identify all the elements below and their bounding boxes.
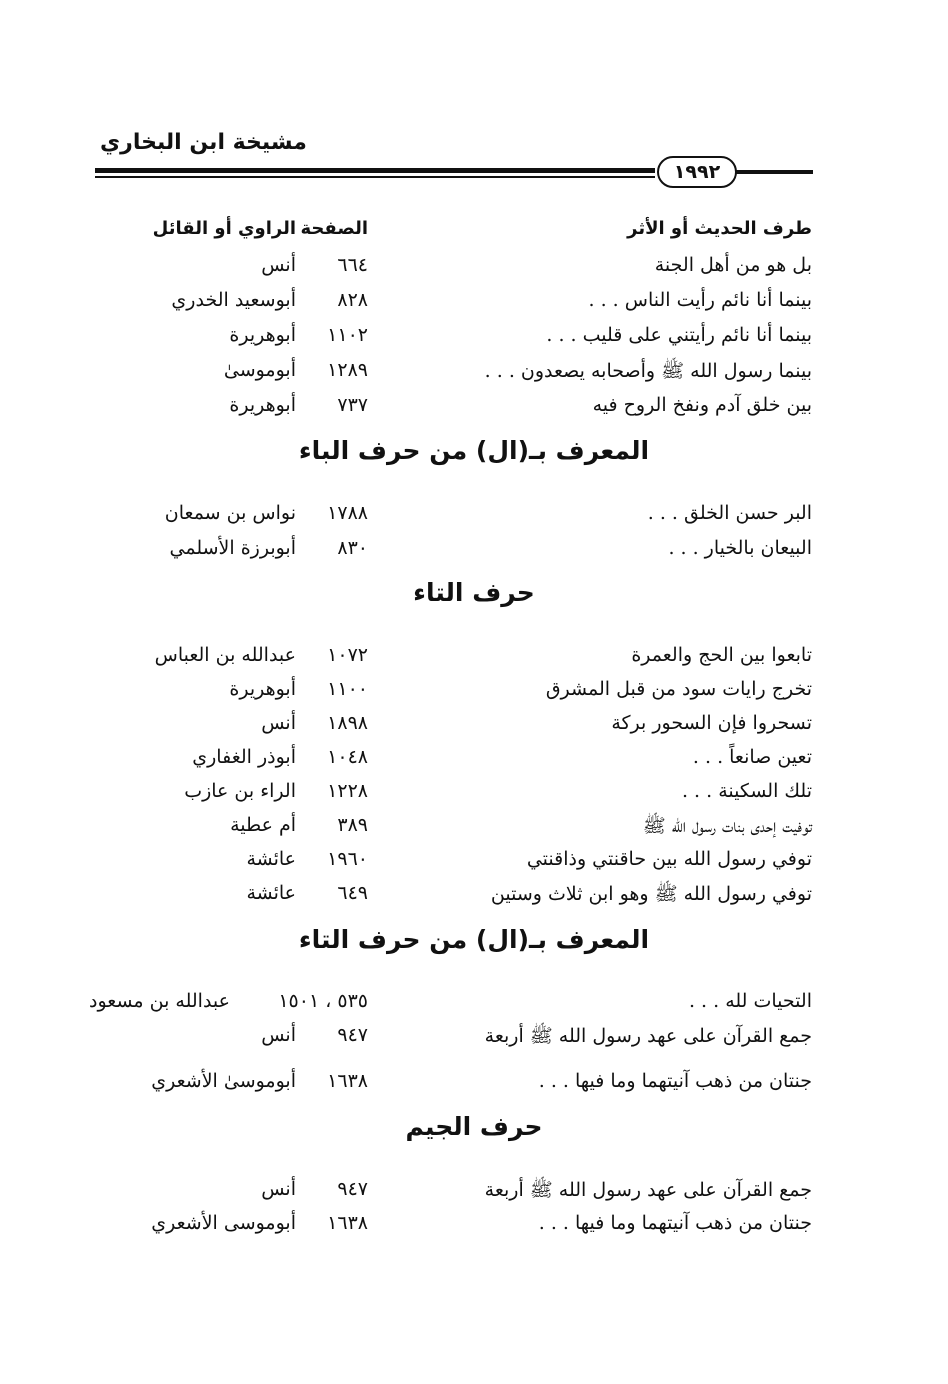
page-ref: ١٠٤٨ (327, 746, 368, 768)
hadith-text: توفي رسول الله ﷺ وهو ابن ثلاث وستين (490, 883, 812, 905)
column-header-narrator: الراوي أو القائل (152, 218, 296, 239)
index-row (0, 882, 948, 916)
page-ref: ٥٣٥ ، ١٥٠١ (278, 990, 368, 1012)
hadith-text: جنتان من ذهب آنيتهما وما فيها . . . (538, 1070, 812, 1092)
narrator: أم عطية (230, 814, 296, 836)
hadith-text: توفي رسول الله بين حاقنتي وذاقنتي (526, 848, 812, 870)
hadith-text: بين خلق آدم ونفخ الروح فيه (592, 394, 812, 416)
narrator: عبدالله بن العباس (154, 644, 296, 666)
index-row (0, 289, 948, 323)
hadith-text: بينما أنا نائم رأيتني على قليب . . . (546, 324, 812, 346)
index-row (0, 814, 948, 848)
page-ref: ١٠٧٢ (327, 644, 368, 666)
index-row (0, 537, 948, 571)
hadith-text: بينما رسول الله ﷺ وأصحابه يصعدون . . . (484, 360, 812, 382)
page-ref: ٨٣٠ (337, 537, 368, 559)
hadith-text: تسحروا فإن السحور بركة (611, 712, 812, 734)
narrator: أنس (261, 712, 296, 734)
narrator: عبدالله بن مسعود (89, 990, 230, 1012)
narrator: الراء بن عازب (184, 780, 296, 802)
index-row (0, 1212, 948, 1246)
narrator: نواس بن سمعان (164, 502, 296, 524)
index-row (0, 1024, 948, 1058)
header-rule-thick (95, 168, 655, 173)
page-ref: ٩٤٧ (337, 1178, 368, 1200)
index-row (0, 324, 948, 358)
narrator: أنس (261, 1178, 296, 1200)
index-row (0, 644, 948, 678)
section-heading-b-al: المعرف بـ(ال) من حرف الباء (298, 436, 650, 465)
index-row (0, 780, 948, 814)
hadith-text: بل هو من أهل الجنة (654, 254, 812, 276)
narrator: أبوهريرة (229, 394, 296, 416)
index-row (0, 746, 948, 780)
page-ref: ٨٢٨ (337, 289, 368, 311)
page-ref: ٧٣٧ (337, 394, 368, 416)
page-ref: ١١٠٠ (327, 678, 368, 700)
hadith-text: تخرج رايات سود من قبل المشرق (545, 678, 812, 700)
section-heading-t-al: المعرف بـ(ال) من حرف التاء (298, 925, 650, 954)
page-ref: ١٢٨٩ (327, 359, 368, 381)
hadith-text: تعين صانعاً . . . (692, 746, 812, 768)
page-ref: ١٦٣٨ (327, 1212, 368, 1234)
index-row (0, 359, 948, 393)
header-rule-right (735, 170, 813, 174)
page-ref: ١٢٢٨ (327, 780, 368, 802)
narrator: أنس (261, 1024, 296, 1046)
index-row (0, 1070, 948, 1104)
narrator: أبوموسىٰ (223, 359, 296, 381)
narrator: عائشة (246, 848, 296, 870)
narrator: أبوموسى الأشعري (151, 1212, 296, 1234)
page-ref: ٩٤٧ (337, 1024, 368, 1046)
narrator: أبوبرزة الأسلمي (169, 537, 296, 559)
header-rule-thin (95, 176, 655, 178)
narrator: أبوذر الغفاري (192, 746, 296, 768)
hadith-text: جمع القرآن على عهد رسول الله ﷺ أربعة (484, 1179, 812, 1201)
book-title: مشيخة ابن البخاري (100, 130, 307, 155)
index-row (0, 678, 948, 712)
index-row (0, 502, 948, 536)
hadith-text: جمع القرآن على عهد رسول الله ﷺ أربعة (484, 1025, 812, 1047)
hadith-text: تابعوا بين الحج والعمرة (631, 644, 812, 666)
page-ref: ١٨٩٨ (327, 712, 368, 734)
index-row (0, 1178, 948, 1212)
page-ref: ٣٨٩ (337, 814, 368, 836)
index-row (0, 254, 948, 288)
index-row (0, 394, 948, 428)
index-row (0, 848, 948, 882)
index-row (0, 990, 948, 1024)
narrator: أبوسعيد الخدري (171, 289, 296, 311)
page-ref: ١٦٣٨ (327, 1070, 368, 1092)
hadith-text: البر حسن الخلق . . . (647, 502, 812, 524)
hadith-text: البيعان بالخيار . . . (668, 537, 812, 559)
hadith-text: بينما أنا نائم رأيت الناس . . . (588, 289, 812, 311)
hadith-text: جنتان من ذهب آنيتهما وما فيها . . . (538, 1212, 812, 1234)
page-ref: ٦٦٤ (337, 254, 368, 276)
section-heading-t: حرف التاء (413, 578, 535, 607)
hadith-text: التحيات لله . . . (688, 990, 812, 1012)
narrator: أبوهريرة (229, 678, 296, 700)
page-number: ١٩٩٢ (657, 156, 737, 188)
narrator: أنس (261, 254, 296, 276)
index-row (0, 712, 948, 746)
narrator: أبوهريرة (229, 324, 296, 346)
section-heading-j: حرف الجيم (405, 1112, 543, 1141)
hadith-text: توفيت إحدى بنات رسول الله ﷺ (642, 815, 812, 837)
hadith-text: تلك السكينة . . . (681, 780, 812, 802)
page-ref: ١١٠٢ (327, 324, 368, 346)
page-ref: ٦٤٩ (337, 882, 368, 904)
narrator: أبوموسىٰ الأشعري (151, 1070, 296, 1092)
page-ref: ١٧٨٨ (327, 502, 368, 524)
column-header-page: الصفحة (300, 218, 368, 239)
page-ref: ١٩٦٠ (327, 848, 368, 870)
column-headers (0, 218, 948, 252)
column-header-text: طرف الحديث أو الأثر (627, 218, 812, 239)
narrator: عائشة (246, 882, 296, 904)
